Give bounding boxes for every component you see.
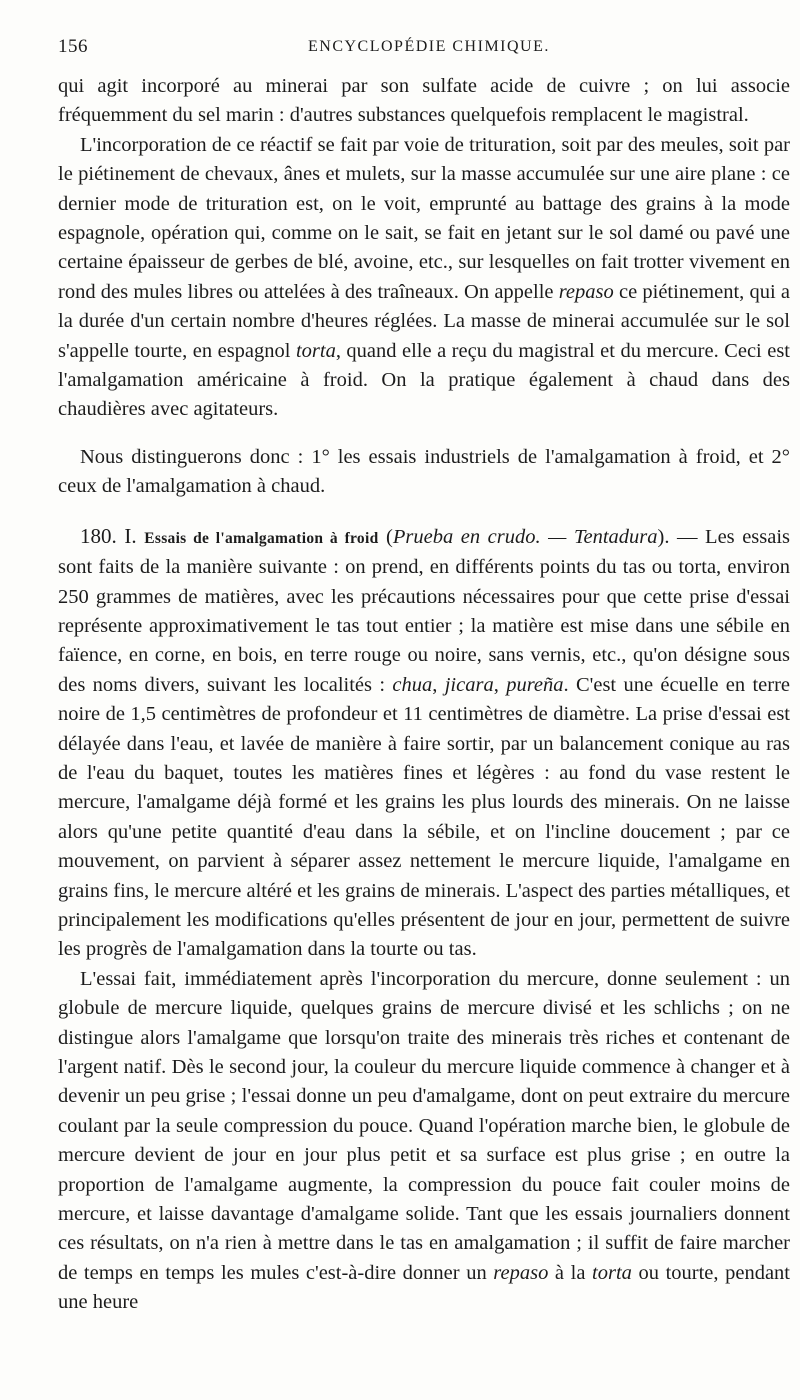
comma-2: , <box>493 673 507 696</box>
paragraph-2 <box>58 131 790 425</box>
paragraph-2-text-a: L'incorporation de ce réactif se fait par voie de trituration, soit par des meules, soit par le piétinement de chevaux, ânes et mulets, sur la masse accumulée sur une aire plane : ce dernier mode de trituration est, on le voit, emprunté au battage des grains à la mode espagnole, opération qui, comme on le sait, se fait en jetant sur le sol damé ou pavé une certaine épaisseur de gerbes de blé, avoine, etc., sur lesquelles on fait trotter vivement en rond des mules libres ou attelées à des traîneaux. On appelle <box>58 133 790 303</box>
paragraph-5-text-b: à la <box>548 1261 593 1284</box>
subtitle-spanish-1: Prueba en crudo <box>392 525 536 548</box>
paragraph-2-text-b: ce piétinement, qui a la durée d'un certain nombre d'heures réglées. La masse de minerai accumulée sur le sol s'appelle tourte, en espagnol <box>58 280 790 362</box>
subtitle-spanish-2: Tentadura <box>573 525 658 548</box>
term-jicara: jicara <box>444 673 494 696</box>
paragraph-1: qui agit incorporé au minerai par son sulfate acide de cuivre ; on lui associe fréquemment du sel marin : d'autres substances quelquefois remplacent le magistral. <box>58 75 790 127</box>
paragraph-4-text-b: . C'est une écuelle en terre noire de 1,5 centimètres de profondeur et 11 centimètres de diamètre. La prise d'essai est délayée dans l'eau, et lavée de manière à faire sortir, par un balancement conique au ras de l'eau du baquet, toutes les matières fines et légères : au fond du vase restent le mercure, l'amalgame déjà formé et les grains les plus lourds des minerais. On ne laisse alors qu'une petite quantité d'eau dans la sébile, et on l'incline doucement ; par ce mouvement, on parvient à séparer assez nettement le mercure liquide, l'amalgame en grains fins, le mercure altéré et les grains de minerais. L'aspect des parties métalliques, et principalement les modifications qu'elles présentent de jour en jour, permettent de suivre les progrès de l'amalgamation dans la tourte ou tas. <box>58 673 791 961</box>
subtitle-close: ). <box>657 525 670 548</box>
term-chua: chua <box>392 673 433 696</box>
term-repaso-2: repaso <box>493 1261 549 1284</box>
paragraph-5 <box>58 965 790 1318</box>
term-torta: torta <box>295 339 336 362</box>
subtitle-open: ( <box>378 525 393 548</box>
paragraph-4 <box>58 522 790 965</box>
body-text <box>58 72 790 1318</box>
section-number: 180. I. <box>80 523 137 548</box>
section-title: Essais de l'amalgamation à froid <box>144 529 379 547</box>
page-header <box>58 36 798 66</box>
paragraph-3: Nous distinguerons donc : 1° les essais industriels de l'amalgamation à froid, et 2° ceux de l'amalgamation à chaud. <box>58 445 790 498</box>
comma-1: , <box>432 673 445 696</box>
term-repaso: repaso <box>558 280 614 303</box>
running-title: ENCYCLOPÉDIE CHIMIQUE. <box>308 38 550 55</box>
paragraph-4-text-a: — Les essais sont faits de la manière suivante : on prend, en différents points du tas ou torta, environ 250 grammes de matières, avec les précautions nécessaires pour que cette prise d'essai représente approximativement le tas tout entier ; la matière est mise dans une sébile en faïence, en corne, en bois, en terre rouge ou noire, sans vernis, etc., qu'on désigne sous des noms divers, suivant les localités : <box>58 525 791 696</box>
paragraph-5-text-c: ou tourte, pendant une heure <box>58 1261 790 1314</box>
page-number: 156 <box>58 36 88 57</box>
paragraph-2-text-c: , quand elle a reçu du magistral et du mercure. Ceci est l'amalgamation américaine à froid. On la pratique également à chaud dans des chaudières avec agitateurs. <box>58 339 790 421</box>
term-purena: pureña <box>506 673 564 696</box>
paragraph-5-text-a: L'essai fait, immédiatement après l'incorporation du mercure, donne seulement : un globule de mercure liquide, quelques grains de mercure divisé et les schlichs ; on ne distingue alors l'amalgame que lorsqu'on traite des minerais très riches et contenant de l'argent natif. Dès le second jour, la couleur du mercure liquide commence à changer et à devenir un peu grise ; l'essai donne un peu d'amalgame, dont on peut extraire du mercure coulant par la seule compression du pouce. Quand l'opération marche bien, le globule de mercure devient de jour en jour plus petit et sa surface est plus grise ; en outre la proportion de l'amalgame augmente, la compression du pouce fait couler moins de mercure, et laisse davantage d'amalgame solide. Tant que les essais journaliers donnent ces résultats, on n'a rien à mettre dans le tas en amalgamation ; il suffit de faire marcher de temps en temps les mules c'est-à-dire donner un <box>58 967 790 1284</box>
subtitle-separator: . — <box>535 525 574 548</box>
term-torta-2: torta <box>592 1261 632 1284</box>
